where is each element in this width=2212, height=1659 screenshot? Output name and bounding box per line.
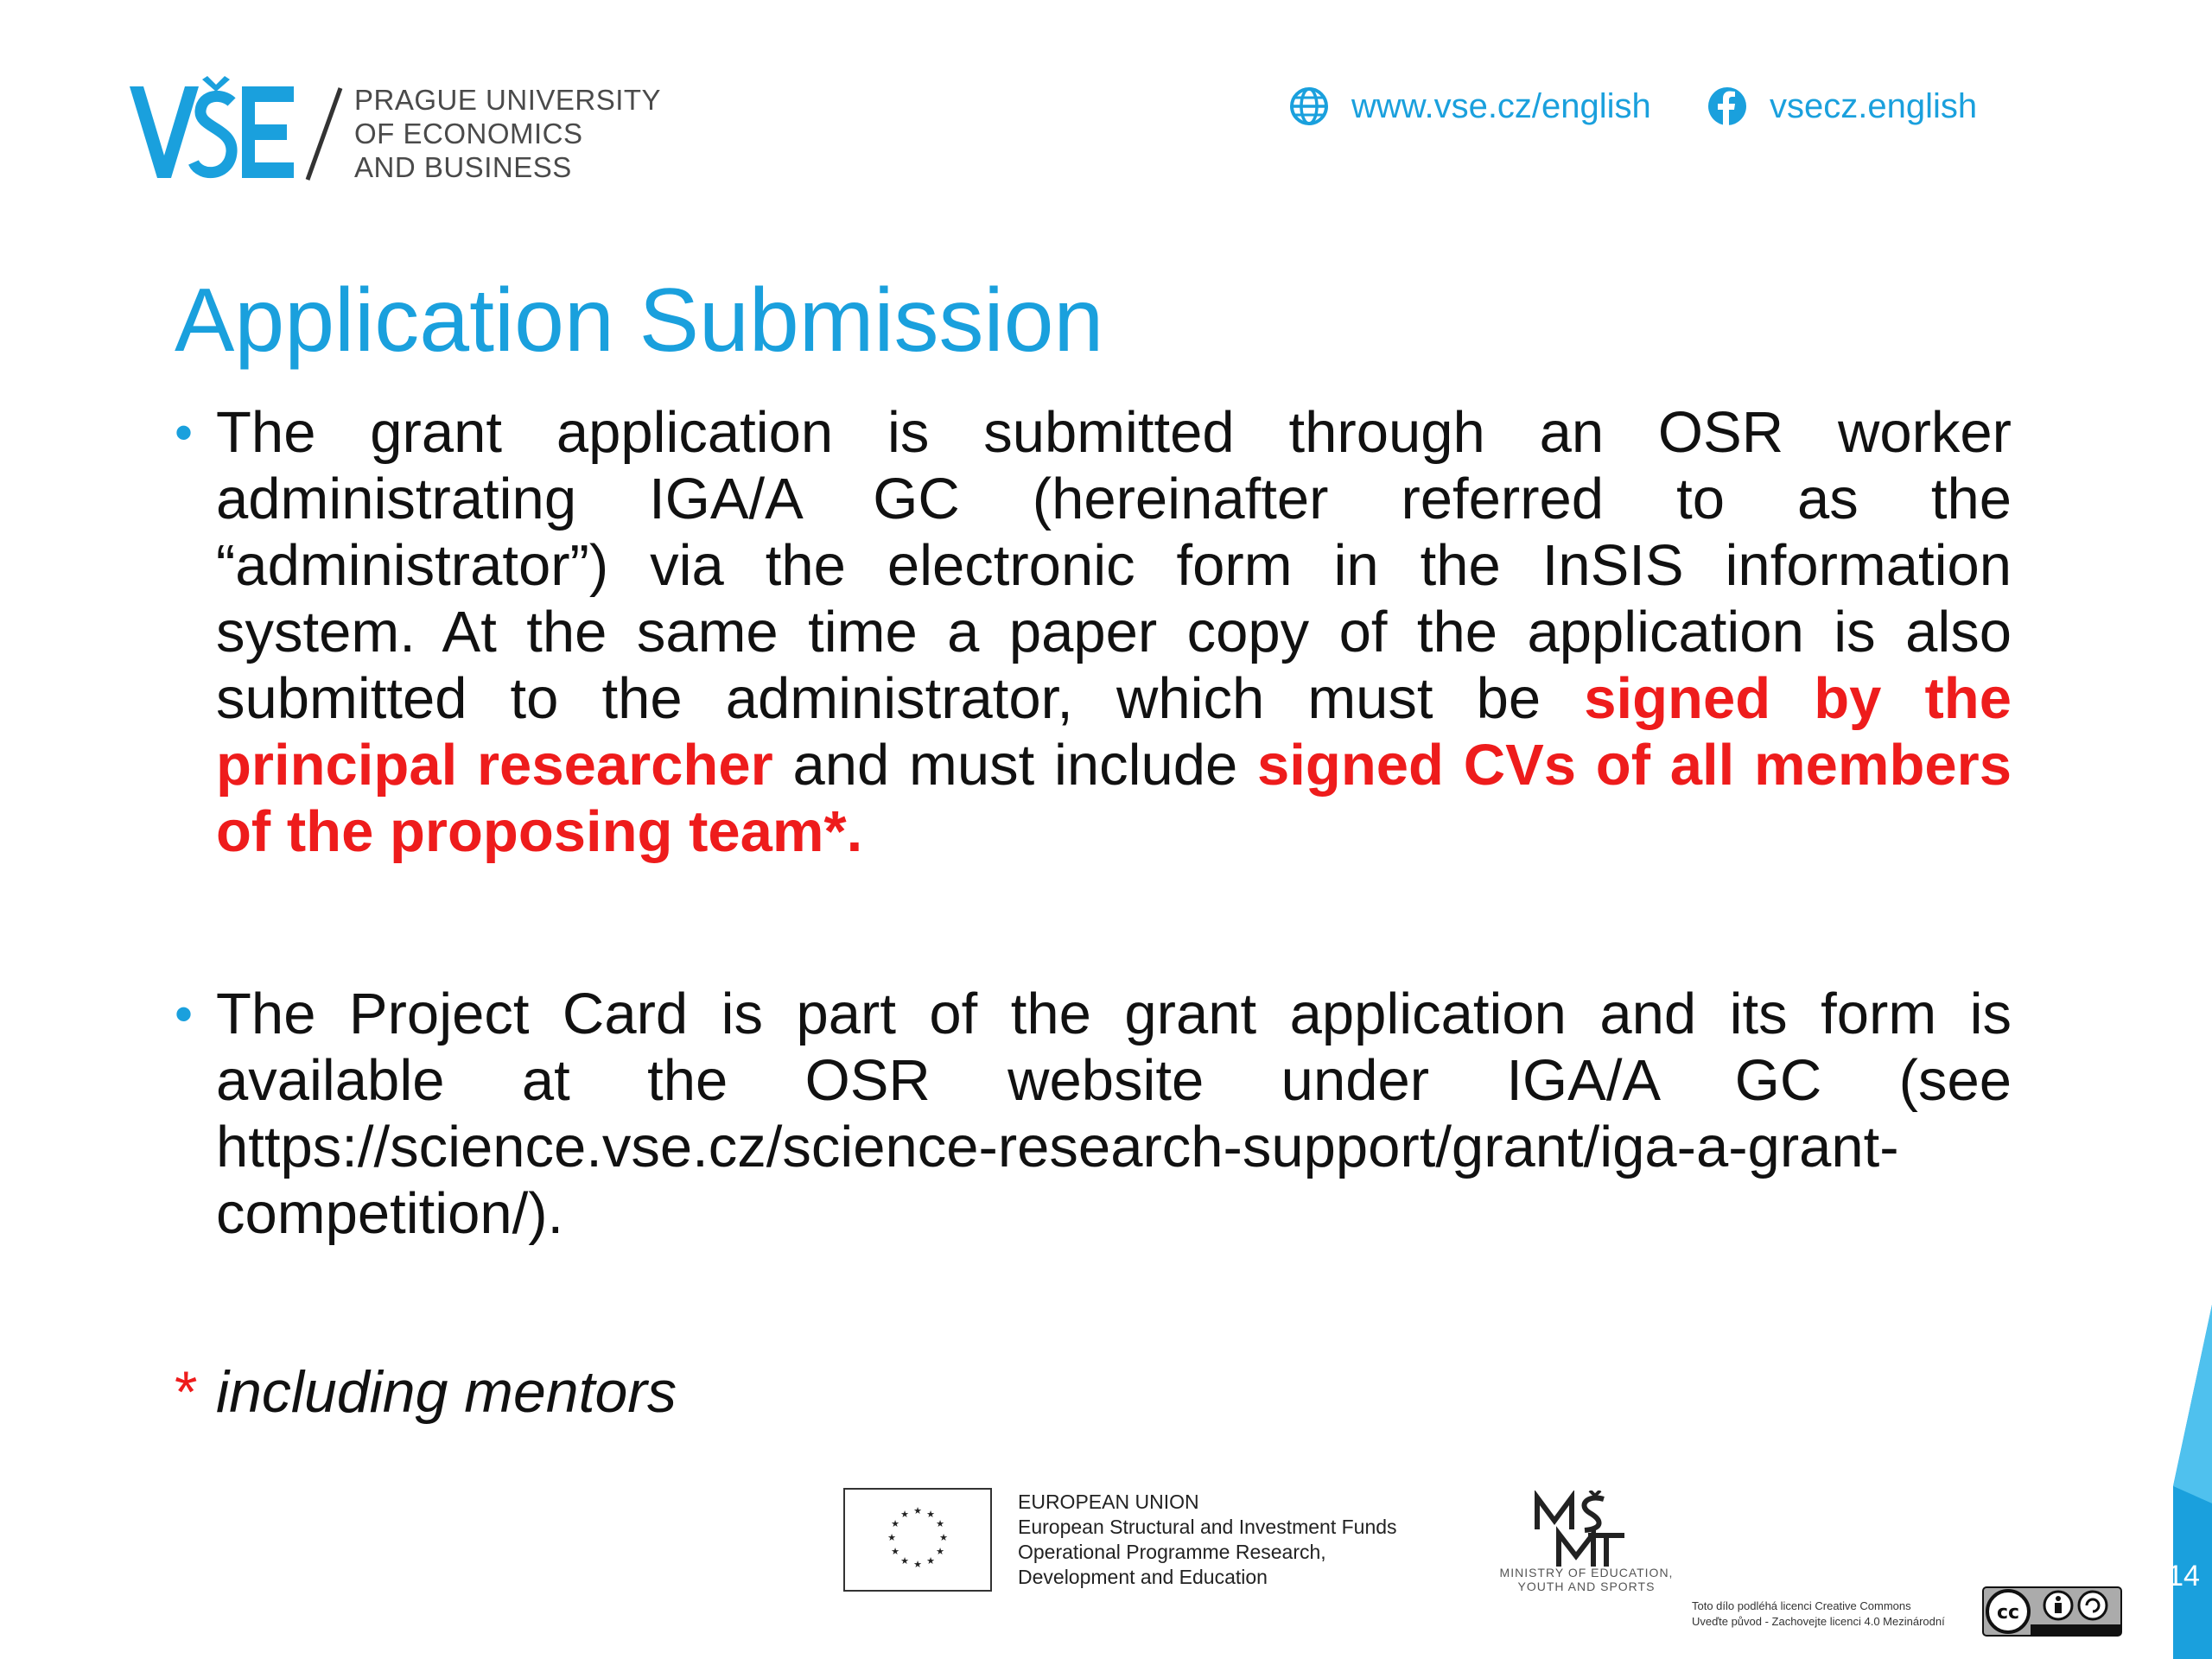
university-name-line: OF ECONOMICS bbox=[354, 118, 583, 149]
ministry-name-line: YOUTH AND SPORTS bbox=[1517, 1580, 1656, 1593]
creative-commons-icon[interactable] bbox=[1982, 1586, 2122, 1637]
university-name-line: PRAGUE UNIVERSITY bbox=[354, 84, 662, 116]
facebook-link-text[interactable]: vsecz.english bbox=[1770, 86, 1978, 125]
license-line: Uveďte původ - Zachovejte licenci 4.0 Mezinárodní bbox=[1692, 1615, 1945, 1628]
eu-text-line: European Structural and Investment Funds bbox=[1018, 1516, 1397, 1538]
svg-text:★: ★ bbox=[887, 1532, 896, 1543]
facebook-icon bbox=[1707, 86, 1747, 126]
slide-title: Application Submission bbox=[175, 270, 1104, 371]
page-number: 14 bbox=[2167, 1560, 2200, 1592]
svg-text:★: ★ bbox=[926, 1509, 935, 1520]
svg-text:cc: cc bbox=[1996, 1602, 2020, 1624]
eu-funding-text bbox=[1018, 1490, 1397, 1590]
bullet-marker: • bbox=[175, 985, 194, 1043]
svg-text:★: ★ bbox=[926, 1555, 935, 1567]
svg-text:★: ★ bbox=[913, 1559, 922, 1570]
vse-logo-icon bbox=[130, 76, 298, 180]
bullet-text-part: The grant application is submitted through an OSR worker administrating IGA/A GC (hereinafter referred to as the “administrator”) via the electronic form in the InSIS information system. At the same time a paper copy of the application is also submitted to the administrator, which must be bbox=[216, 400, 2012, 731]
globe-icon bbox=[1289, 86, 1329, 126]
ministry-logo-icon bbox=[1533, 1491, 1628, 1568]
website-link[interactable] bbox=[1289, 85, 1651, 128]
license-text bbox=[1692, 1599, 1945, 1630]
svg-text:★: ★ bbox=[891, 1518, 899, 1529]
eu-text-line: Operational Programme Research, bbox=[1018, 1541, 1326, 1563]
facebook-link[interactable] bbox=[1707, 85, 1977, 128]
svg-text:★: ★ bbox=[891, 1546, 899, 1557]
footnote bbox=[175, 1358, 677, 1426]
bullet-marker: • bbox=[175, 404, 194, 461]
ministry-name-line: MINISTRY OF EDUCATION, bbox=[1499, 1566, 1674, 1580]
svg-text:★: ★ bbox=[900, 1509, 909, 1520]
svg-text:★: ★ bbox=[939, 1532, 948, 1543]
bullet-text-part: and must include bbox=[772, 733, 1258, 798]
highlight-text: signed CVs of all members of the proposing team*. bbox=[216, 733, 2012, 864]
eu-text-line: EUROPEAN UNION bbox=[1018, 1491, 1199, 1513]
highlight-text: signed by the principal researcher bbox=[216, 666, 2012, 798]
website-link-text[interactable]: www.vse.cz/english bbox=[1351, 86, 1651, 125]
svg-text:★: ★ bbox=[900, 1555, 909, 1567]
svg-text:★: ★ bbox=[936, 1546, 944, 1557]
ministry-name bbox=[1483, 1566, 1690, 1593]
bullet-item bbox=[175, 399, 2012, 865]
svg-text:★: ★ bbox=[936, 1518, 944, 1529]
bullet-text bbox=[216, 399, 2012, 865]
university-name bbox=[354, 83, 661, 184]
bullet-text: The Project Card is part of the grant application and its form is available at the OSR website under IGA/A GC (see https://science.vse.cz/science-research-support/grant/iga-a-grant-competition/). bbox=[216, 982, 2012, 1246]
bullet-item bbox=[175, 981, 2012, 1247]
svg-text:★: ★ bbox=[913, 1505, 922, 1516]
corner-decoration bbox=[2126, 1305, 2212, 1659]
logo-divider-slash bbox=[302, 86, 346, 181]
footnote-text: including mentors bbox=[216, 1359, 677, 1425]
eu-text-line: Development and Education bbox=[1018, 1566, 1268, 1588]
university-name-line: AND BUSINESS bbox=[354, 151, 572, 183]
license-line: Toto dílo podléhá licenci Creative Commons bbox=[1692, 1599, 1911, 1612]
eu-flag-icon bbox=[843, 1488, 992, 1592]
footnote-marker: * bbox=[175, 1359, 198, 1425]
